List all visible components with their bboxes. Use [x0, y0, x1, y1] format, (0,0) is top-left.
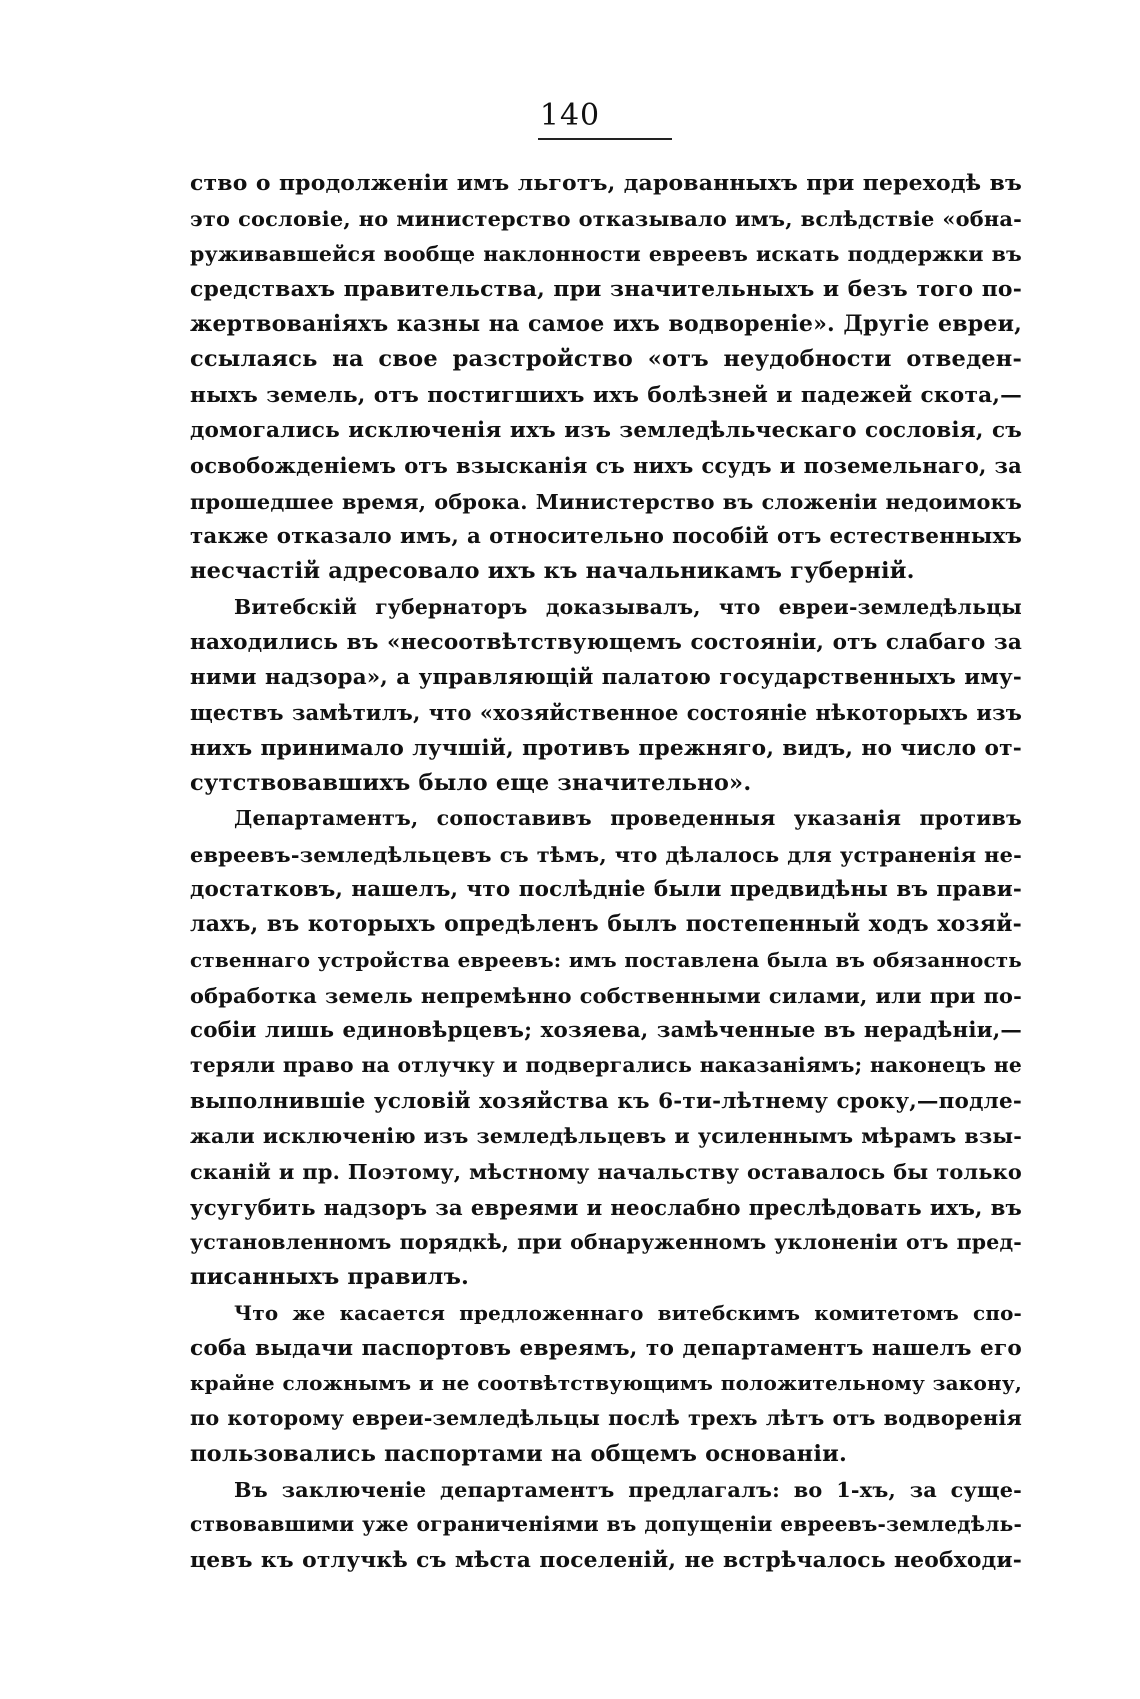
text-line: несчастій адресовало ихъ къ начальникамъ губерній.	[190, 558, 915, 585]
text-line: теряли право на отлучку и подвергались наказаніямъ; наконецъ не	[190, 1053, 1022, 1078]
text-line: домогались исключенія ихъ изъ земледѣльческаго сословія, съ	[190, 418, 1022, 444]
text-line: нихъ принимало лучшій, противъ прежняго, видъ, но число от-	[190, 735, 1022, 761]
page-number: 140	[539, 98, 601, 133]
text-line: Въ заключеніе департаментъ предлагалъ: во 1-хъ, за суще-	[234, 1476, 1022, 1502]
text-line: усугубить надзоръ за евреями и неослабно преслѣдовать ихъ, въ	[190, 1194, 1022, 1220]
text-line: писанныхъ правилъ.	[190, 1264, 470, 1291]
paragraph-4	[190, 1296, 1022, 1472]
text-line: ство о продолженіи имъ льготъ, дарованныхъ при переходѣ въ	[190, 170, 1022, 196]
text-line: освобожденіемъ отъ взысканія съ нихъ ссудъ и поземельнаго, за	[190, 453, 1022, 479]
page-number-rule	[538, 138, 672, 140]
text-line: установленномъ порядкѣ, при обнаруженномъ уклоненіи отъ пред-	[190, 1229, 1022, 1254]
text-line: жертвованіяхъ казны на самое ихъ водвореніе». Другіе евреи,	[190, 311, 1022, 338]
text-line: ними надзора», а управляющій палатою государственныхъ иму-	[190, 665, 1022, 691]
paragraph-3	[190, 801, 1022, 1295]
text-line: собіи лишь единовѣрцевъ; хозяева, замѣченные въ нерадѣніи,—	[190, 1018, 1022, 1044]
text-line: жали исключенію изъ земледѣльцевъ и усиленнымъ мѣрамъ взы-	[190, 1124, 1022, 1149]
text-line: ссылаясь на свое разстройство «отъ неудобности отведен-	[190, 346, 1022, 373]
text-line: крайне сложнымъ и не соотвѣтствующимъ положительному закону,	[190, 1371, 1022, 1396]
text-line: находились въ «несоотвѣтствующемъ состояніи, отъ слабаго за	[190, 629, 1022, 655]
text-line: Что же касается предложеннаго витебскимъ комитетомъ спо-	[234, 1300, 1022, 1325]
text-line: ственнаго устройства евреевъ: имъ поставлена была въ обязанность	[190, 947, 1022, 972]
text-line: лахъ, въ которыхъ опредѣленъ былъ постепенный ходъ хозяй-	[190, 911, 1022, 938]
text-line: цевъ къ отлучкѣ съ мѣста поселеній, не встрѣчалось необходи-	[190, 1547, 1022, 1573]
paragraph-2	[190, 590, 1022, 802]
text-line: также отказало имъ, а относительно пособій отъ естественныхъ	[190, 523, 1022, 549]
text-line: это сословіе, но министерство отказывало имъ, вслѣдствіе «обна-	[190, 206, 1022, 232]
text-line: Департаментъ, сопоставивъ проведенныя указанія противъ	[234, 806, 1022, 831]
text-line: соба выдачи паспортовъ евреямъ, то департаментъ нашелъ его	[190, 1335, 1022, 1361]
text-line: евреевъ-земледѣльцевъ съ тѣмъ, что дѣлалось для устраненія не-	[190, 841, 1022, 867]
text-line: ныхъ земель, отъ постигшихъ ихъ болѣзней и падежей скота,—	[190, 382, 1022, 408]
text-line: достатковъ, нашелъ, что послѣдніе были предвидѣны въ прави-	[190, 876, 1022, 902]
text-line: выполнившіе условій хозяйства къ 6-ти-лѣтнему сроку,—подле-	[190, 1088, 1022, 1114]
text-line: ществъ замѣтилъ, что «хозяйственное состояніе нѣкоторыхъ изъ	[190, 700, 1022, 726]
text-line: пользовались паспортами на общемъ основаніи.	[190, 1440, 848, 1467]
text-line: руживавшейся вообще наклонности евреевъ искать поддержки въ	[190, 241, 1022, 266]
text-line: ствовавшими уже ограниченіями въ допущеніи евреевъ-земледѣль-	[190, 1512, 1022, 1537]
paragraph-5	[190, 1472, 1022, 1578]
text-line: по которому евреи-земледѣльцы послѣ трехъ лѣтъ отъ водворенія	[190, 1406, 1022, 1431]
text-line: обработка земель непремѣнно собственными силами, или при по-	[190, 982, 1022, 1008]
text-line: средствахъ правительства, при значительныхъ и безъ того по-	[190, 275, 1022, 302]
text-line: сутствовавшихъ было еще значительно».	[190, 770, 752, 797]
text-line: сканій и пр. Поэтому, мѣстному начальству оставалось бы только	[190, 1159, 1022, 1185]
text-line: Витебскій губернаторъ доказывалъ, что евреи-земледѣльцы	[234, 594, 1022, 619]
body-text	[190, 166, 1022, 1578]
text-line: прошедшее время, оброка. Министерство въ сложеніи недоимокъ	[190, 488, 1022, 514]
paragraph-1	[190, 166, 1022, 590]
